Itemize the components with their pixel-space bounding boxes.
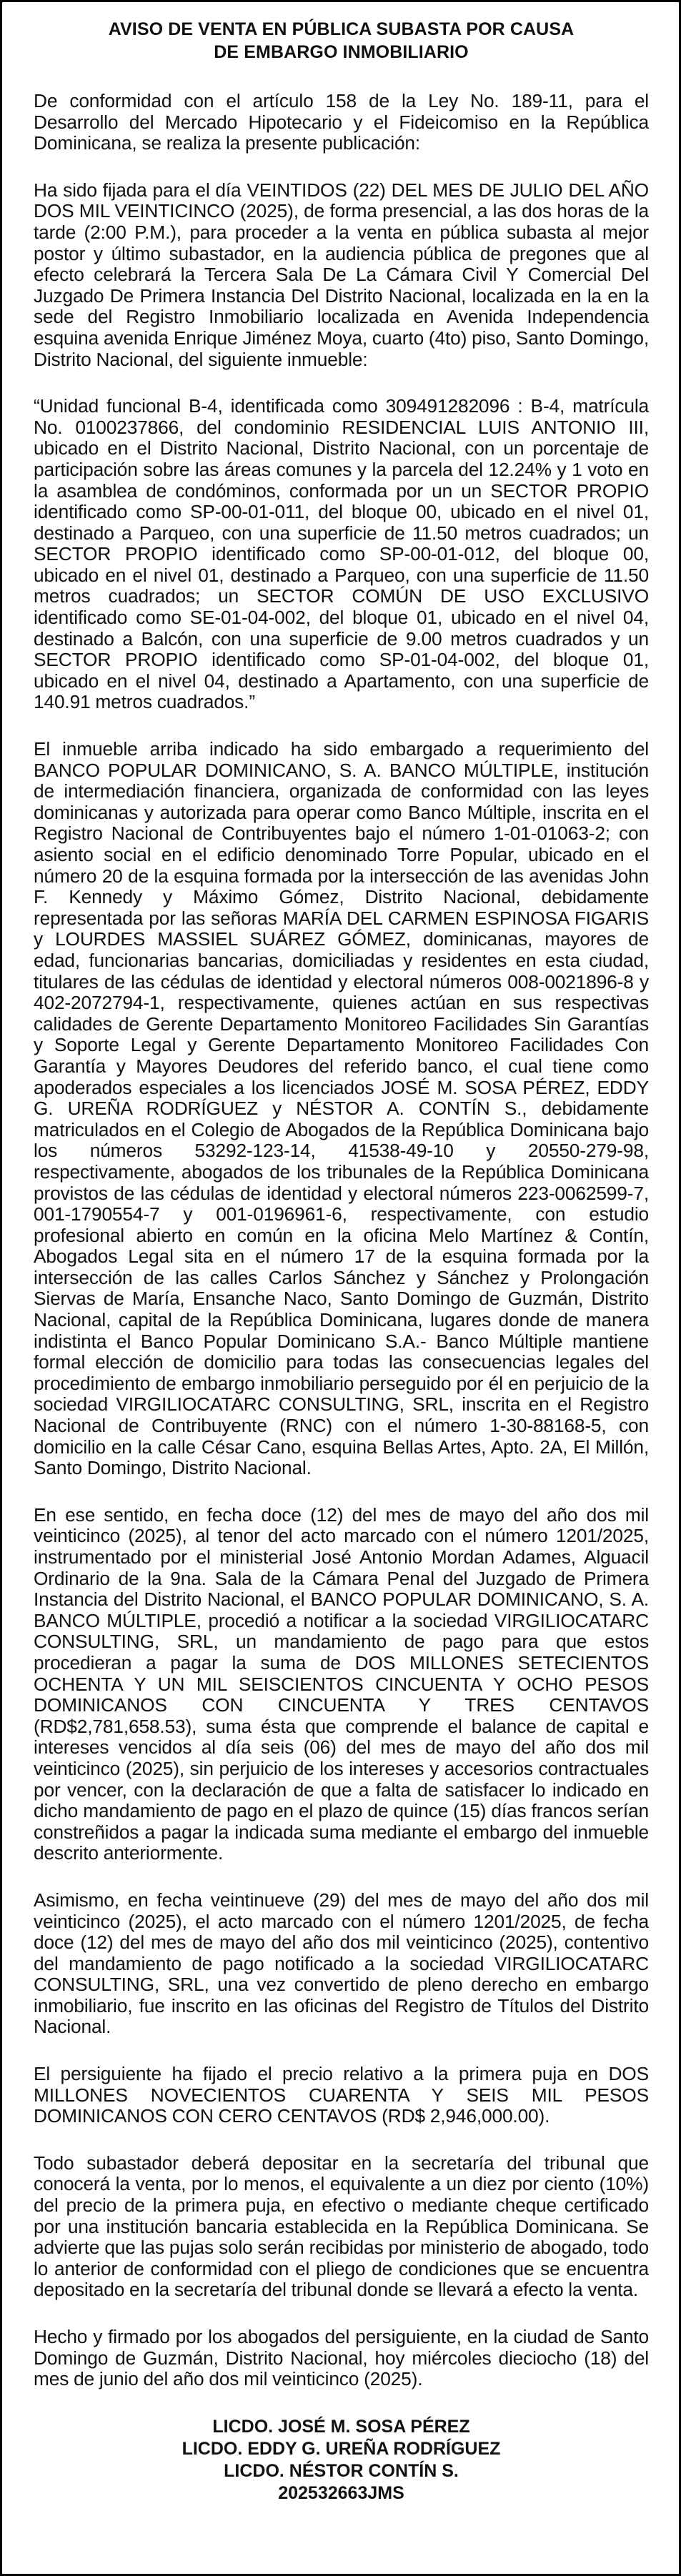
payment-order-paragraph: En ese sentido, en fecha doce (12) del mes de mayo del año dos mil veinticinco (2025), al tenor del acto marcado con el número 1201/2025, instrumentado por el ministerial José Antonio Mordan Adames, Alguacil Ordinario de la 9na. Sala de la Cámara Penal del Juzgado de Primera Instancia del Distrito Nacional, el BANCO POPULAR DOMINICANO, S. A. BANCO MÚLTIPLE, procedió a notificar a la sociedad VIRGILIOCATARC CONSULTING, SRL, un mandamiento de pago para que estos procedieran a pagar la suma de DOS MILLONES SETECIENTOS OCHENTA Y UN MIL SEISCIENTOS CINCUENTA Y OCHO PESOS DOMINICANOS CON CINCUENTA Y TRES CENTAVOS (RD$2,781,658.53), suma ésta que comprende el balance de capital e intereses vencidos al día seis (06) del mes de mayo del año dos mil veinticinco (2025), sin perjuicio de los intereses y accesorios contractuales por vencer, con la declaración de que a falta de satisfacer lo indicado en dicho mandamiento de pago en el plazo de quince (15) días francos serían constreñidos a pagar la indicada suma mediante el embargo del inmueble descrito anteriormente. [34,1503,649,1864]
publication-reference: 202532663JMS [278,2482,404,2503]
signature-block [34,2416,649,2505]
signatory-eddy-urena: LICDO. EDDY G. UREÑA RODRÍGUEZ [182,2438,501,2459]
property-description-paragraph: “Unidad funcional B-4, identificada como 309491282096 : B-4, matrícula No. 0100237866, del condominio RESIDENCIAL LUIS ANTONIO III, ubicado en el Distrito Nacional, Distrito Nacional, con un porcentaje de participación sobre las áreas comunes y la parcela del 12.24% y 1 voto en la asamblea de condóminos, conformada por un un SECTOR PROPIO identificado como SP-00-01-011, del bloque 00, ubicado en el nivel 01, destinado a Parqueo, con una superficie de 11.50 metros cuadrados; un SECTOR PROPIO identificado como SP-00-01-012, del bloque 00, ubicado en el nivel 01, destinado a Parqueo, con una superficie de 11.50 metros cuadrados; un SECTOR COMÚN DE USO EXCLUSIVO identificado como SE-01-04-002, del bloque 01, ubicado en el nivel 04, destinado a Balcón, con una superficie de 9.00 metros cuadrados y un SECTOR PROPIO identificado como SP-01-04-002, del bloque 01, ubicado en el nivel 04, destinado a Apartamento, con una superficie de 140.91 metros cuadrados.” [34,395,649,713]
signatory-jose-sosa: LICDO. JOSÉ M. SOSA PÉREZ [212,2416,470,2437]
creditor-paragraph: El inmueble arriba indicado ha sido embargado a requerimiento del BANCO POPULAR DOMINICANO, S. A. BANCO MÚLTIPLE, institución de intermediación financiera, organizada de conformidad con las leyes dominicanas y autorizada para operar como Banco Múltiple, inscrita en el Registro Nacional de Contribuyentes bajo el número 1-01-01063-2; con asiento social en el edificio denominado Torre Popular, ubicado en el número 20 de la esquina formada por la intersección de las avenidas John F. Kennedy y Máximo Gómez, Distrito Nacional, debidamente representada por las señoras MARÍA DEL CARMEN ESPINOSA FIGARIS y LOURDES MASSIEL SUÁREZ GÓMEZ, dominicanas, mayores de edad, funcionarias bancarias, domiciliadas y residentes en esta ciudad, titulares de las cédulas de identidad y electoral números 008-0021896-8 y 402-2072794-1, respectivamente, quienes actúan en sus respectivas calidades de Gerente Departamento Monitoreo Facilidades Sin Garantías y Soporte Legal y Gerente Departamento Monitoreo Facilidades Con Garantía y Mayores Deudores del referido banco, el cual tiene como apoderados especiales a los licenciados JOSÉ M. SOSA PÉREZ, EDDY G. UREÑA RODRÍGUEZ y NÉSTOR A. CONTÍN S., debidamente matriculados en el Colegio de Abogados de la República Dominicana bajo los números 53292-123-14, 41538-49-10 y 20550-279-98, respectivamente, abogados de los tribunales de la República Dominicana provistos de las cédulas de identidad y electoral números 223-0062599-7, 001-1790554-7 y 001-0196961-6, respectivamente, con estudio profesional abierto en común en la oficina Melo Martínez & Contín, Abogados Legal sita en el número 17 de la esquina formada por la intersección de las calles Carlos Sánchez y Sánchez y Prolongación Siervas de María, Ensanche Naco, Santo Domingo de Guzmán, Distrito Nacional, capital de la República Dominicana, lugares donde de manera indistinta el Banco Popular Dominicano S.A.- Banco Múltiple mantiene formal elección de domicilio para todas las consecuencias legales del procedimiento de embargo inmobiliario perseguido por él en perjuicio de la sociedad VIRGILIOCATARC CONSULTING, SRL, inscrita en el Registro Nacional de Contribuyente (RNC) con el número 1-30-88168-5, con domicilio en la calle César Cano, esquina Bellas Artes, Apto. 2A, El Millón, Santo Domingo, Distrito Nacional. [34,738,649,1479]
signing-paragraph: Hecho y firmado por los abogados del persiguiente, en la ciudad de Santo Domingo de Guzmán, Distrito Nacional, hoy miércoles dieciocho (18) del mes de junio del año dos mil veinticinco (2025). [34,2326,649,2390]
notice-title [34,18,649,64]
registration-paragraph: Asimismo, en fecha veintinueve (29) del mes de mayo del año dos mil veinticinco (2025), el acto marcado con el número 1201/2025, de fecha doce (12) del mes de mayo del año dos mil veinticinco (2025), contentivo del mandamiento de pago notificado a la sociedad VIRGILIOCATARC CONSULTING, SRL, una vez convertido de pleno derecho en embargo inmobiliario, fue inscrito en las oficinas del Registro de Títulos del Distrito Nacional. [34,1889,649,2038]
auction-date-paragraph: Ha sido fijada para el día VEINTIDOS (22) DEL MES DE JULIO DEL AÑO DOS MIL VEINTICINCO (2025), de forma presencial, a las dos horas de la tarde (2:00 P.M.), para proceder a la venta en pública subasta al mejor postor y último subastador, en la audiencia pública de pregones que al efecto celebrará la Tercera Sala De La Cámara Civil Y Comercial Del Juzgado De Primera Instancia Del Distrito Nacional, localizada en la en la sede del Registro Inmobiliario localizada en Avenida Independencia esquina avenida Enrique Jiménez Moya, cuarto (4to) piso, Santo Domingo, Distrito Nacional, del siguiente inmueble: [34,179,649,370]
notice-title-line-1: AVISO DE VENTA EN PÚBLICA SUBASTA POR CAUSA [108,19,575,39]
first-bid-price-paragraph: El persiguiente ha fijado el precio relativo a la primera puja en DOS MILLONES NOVECIENTOS CUARENTA Y SEIS MIL PESOS DOMINICANOS CON CERO CENTAVOS (RD$ 2,946,000.00). [34,2063,649,2127]
bidder-deposit-paragraph: Todo subastador deberá depositar en la secretaría del tribunal que conocerá la venta, por lo menos, el equivalente a un diez por ciento (10%) del precio de la primera puja, en efectivo o mediante cheque certificado por una institución bancaria establecida en la República Dominicana. Se advierte que las pujas solo serán recibidas por ministerio de abogado, todo lo anterior de conformidad con el pliego de condiciones que se encuentra depositado en la secretaría del tribunal donde se llevará a efecto la venta. [34,2152,649,2301]
notice-title-line-2: DE EMBARGO INMOBILIARIO [214,42,469,62]
intro-paragraph: De conformidad con el artículo 158 de la Ley No. 189-11, para el Desarrollo del Mercado Hipotecario y el Fideicomiso en la República Dominicana, se realiza la presente publicación: [34,90,649,154]
signatory-nestor-contin: LICDO. NÉSTOR CONTÍN S. [224,2460,459,2481]
